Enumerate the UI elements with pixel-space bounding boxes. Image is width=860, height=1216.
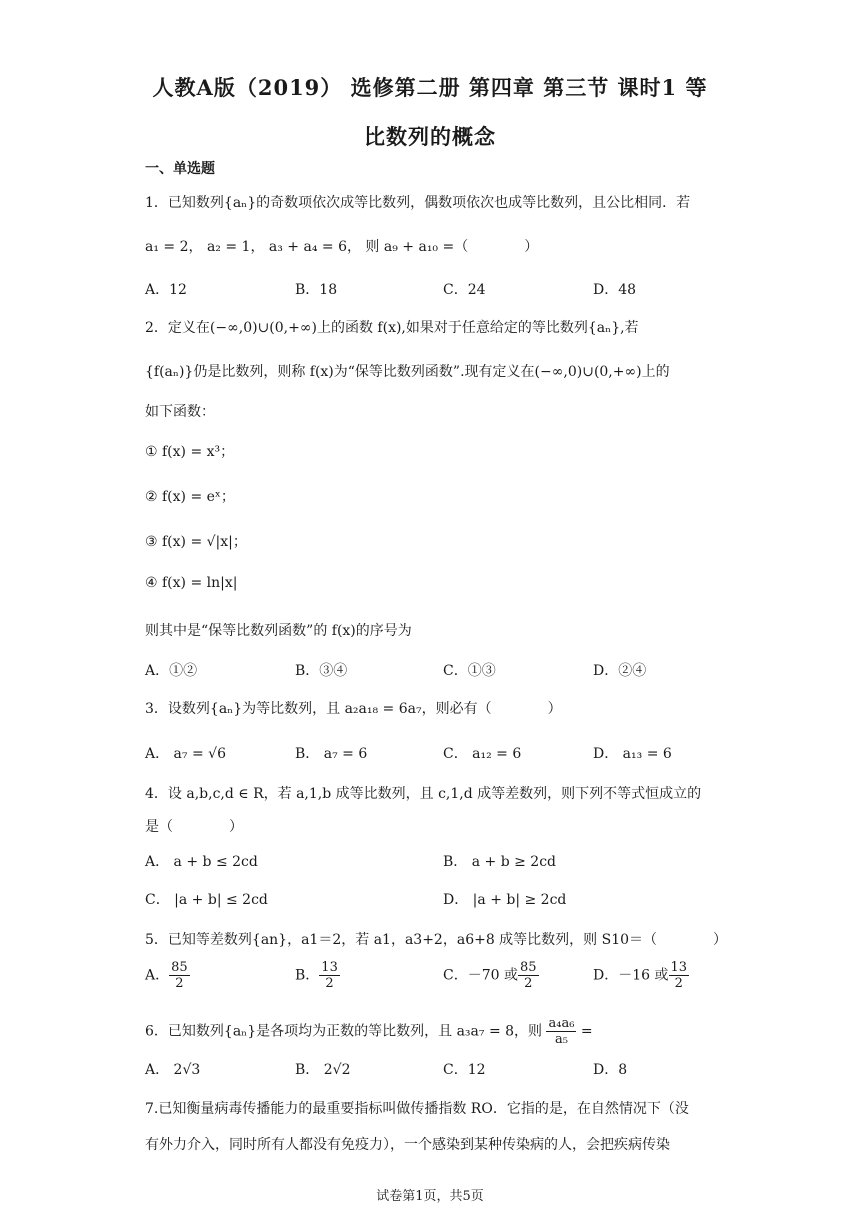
question-4-option-d: D． |a + b| ≥ 2cd [443, 892, 567, 908]
question-4-option-b: B． a + b ≥ 2cd [443, 854, 557, 870]
question-2-option-a: A．①② [145, 663, 198, 679]
question-5-option-a: A． $\frac{85}{2}$ [145, 960, 188, 991]
question-2-item-4: ④ f(x) = ln|x| [145, 575, 238, 591]
question-4-option-c: C． |a + b| ≤ 2cd [145, 892, 268, 908]
question-3-text: 3．设数列{aₙ}为等比数列，且 a₂a₁₈ = 6a₇，则必有（ ） [145, 701, 562, 717]
question-3-option-c: C． a₁₂ = 6 [443, 746, 522, 762]
question-2-ask: 则其中是“保等比数列函数”的 f(x)的序号为 [145, 623, 412, 639]
question-1-option-a: A．12 [145, 282, 187, 298]
question-1-text-line2: a₁ = 2， a₂ = 1， a₃ + a₄ = 6， 则 a₉ + a₁₀ =（ ） [145, 239, 539, 255]
question-5-text: 5．已知等差数列{an}，a1＝2，若 a1，a3+2，a6+8 成等比数列，则 S10＝（ ） [145, 932, 728, 948]
question-5-option-b: B． $\frac{13}{2}$ [295, 960, 338, 991]
question-2-option-d: D．②④ [593, 663, 647, 679]
question-1-text: 1．已知数列{aₙ}的奇数项依次成等比数列，偶数项依次也成等比数列，且公比相同．若 [145, 195, 691, 211]
question-6-option-d: D．8 [593, 1062, 628, 1078]
section-heading: 一、单选题 [145, 161, 215, 177]
question-1-option-b: B．18 [295, 282, 338, 298]
page-footer: 试卷第1页，共5页 [376, 1189, 484, 1204]
question-3-option-b: B． a₇ = 6 [295, 746, 368, 762]
question-2-option-c: C．①③ [443, 663, 496, 679]
question-3-option-d: D． a₁₃ = 6 [593, 746, 672, 762]
question-2-item-1: ① f(x) = x³； [145, 444, 235, 460]
question-5-option-d: D．－16 或 $\frac{13}{2}$ [593, 960, 688, 991]
question-6-option-c: C．12 [443, 1062, 486, 1078]
question-4-text: 4．设 a,b,c,d ∈ R，若 a,1,b 成等比数列，且 c,1,d 成等差数列，则下列不等式恒成立的 [145, 786, 702, 802]
question-7-text-line2: 有外力介入，同时所有人都没有免疫力），一个感染到某种传染病的人，会把疾病传染 [145, 1137, 670, 1153]
question-2-text-line2: {f(aₙ)}仍是比数列，则称 f(x)为“保等比数列函数”.现有定义在(−∞,0)∪(0,+∞)上的 [145, 364, 670, 380]
page-title-line2: 比数列的概念 [364, 124, 496, 149]
page-title: 人教A版（2019） 选修第二册 第四章 第三节 课时1 等 [152, 75, 708, 100]
question-6-option-a: A． 2√3 [145, 1062, 201, 1078]
question-1-option-d: D．48 [593, 282, 637, 298]
question-3-option-a: A． a₇ = √6 [145, 746, 226, 762]
question-1-option-c: C．24 [443, 282, 486, 298]
question-6-option-b: B． 2√2 [295, 1062, 351, 1078]
question-2-item-3: ③ f(x) = √|x|； [145, 534, 247, 550]
question-2-text-line3: 如下函数： [145, 404, 215, 420]
question-4-text-line2: 是（ ） [145, 819, 243, 835]
question-2-item-2: ② f(x) = eˣ； [145, 489, 235, 505]
question-6-text: 6．已知数列{aₙ}是各项均为正数的等比数列，且 a₃a₇ = 8，则 $\frac{\text{a₄a₆}}{\text{a₅}}$ = [145, 1016, 593, 1047]
question-5-option-c: C．－70 或 $\frac{85}{2}$ [443, 960, 537, 991]
question-4-option-a: A． a + b ≤ 2cd [145, 854, 258, 870]
question-2-text: 2．定义在(−∞,0)∪(0,+∞)上的函数 f(x),如果对于任意给定的等比数列{aₙ},若 [145, 320, 639, 336]
question-7-text: 7.已知衡量病毒传播能力的最重要指标叫做传播指数 RO．它指的是，在自然情况下（没 [145, 1101, 689, 1117]
question-2-option-b: B．③④ [295, 663, 348, 679]
